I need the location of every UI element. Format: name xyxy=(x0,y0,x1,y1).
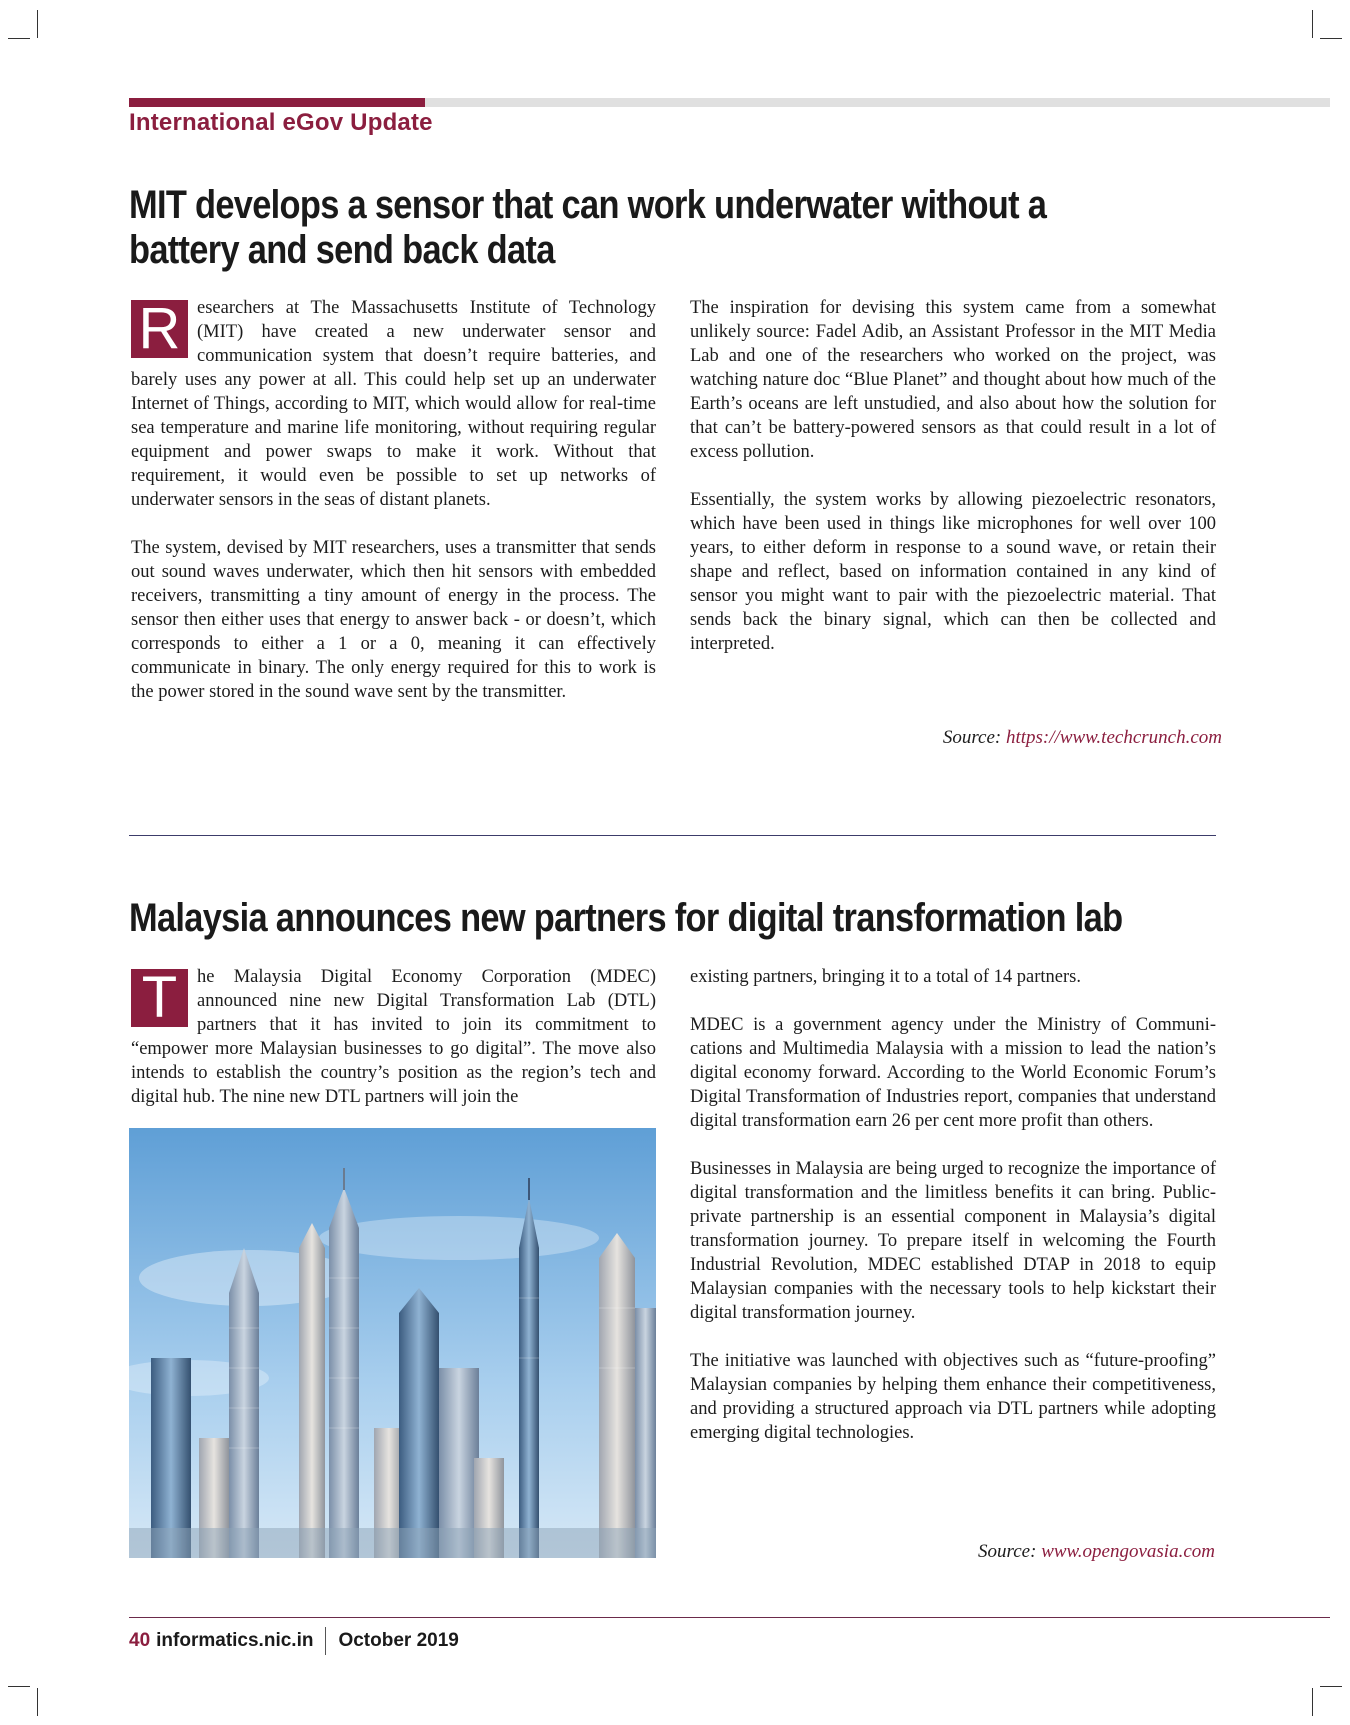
source-link[interactable]: https://www.techcrunch.com xyxy=(1005,727,1222,748)
crop-mark xyxy=(37,10,38,38)
skyline-image xyxy=(129,1128,656,1558)
paragraph-text: he Malaysia Digital Economy Corporation (MDEC) announced nine new Digital Transformation Lab (DTL) partners that it has invited to join its commitment to “empower more Malaysian businesses to go digital”. The move also intends to establish the country’s position as the region’s tech and digital hub. The nine new DTL partners will join the xyxy=(131,967,656,1107)
article-source xyxy=(943,727,1222,749)
article-headline: Malaysia announces new partners for digital transformation lab xyxy=(129,896,1123,940)
article-column-left xyxy=(131,965,656,1133)
crop-mark xyxy=(1320,1686,1342,1687)
city-skyline-photo xyxy=(129,1128,656,1558)
article-divider xyxy=(129,835,1216,836)
paragraph-text: esearchers at The Massachusetts Institute of Technology (MIT) have created a new underwater sensor and communication system that doesn’t require batteries, and barely uses any power at all. This could help set up an underwater Internet of Things, according to MIT, which would allow for real-time sea temperature and marine life monitoring, without requiring regular equipment and power swaps to make it work. Without that requirement, it would even be possible to set up networks of underwater sensors in the seas of distant planets. xyxy=(131,298,656,510)
article-column-right xyxy=(690,296,1216,680)
drop-cap: R xyxy=(131,300,188,358)
crop-mark xyxy=(8,1686,30,1687)
crop-mark xyxy=(1312,10,1313,38)
section-bar-accent xyxy=(129,98,425,107)
source-label: Source: xyxy=(978,1541,1037,1562)
crop-mark xyxy=(8,38,30,39)
article-paragraph: existing partners, bringing it to a total of 14 partners. xyxy=(690,967,1081,987)
crop-mark xyxy=(37,1688,38,1716)
source-link[interactable]: www.opengovasia.com xyxy=(1041,1541,1215,1562)
crop-mark xyxy=(1320,38,1342,39)
article-paragraph: Businesses in Malaysia are being urged to recognize the importance of digital transformation and the limitless benefits it can bring. Public-private partnership is an essential component in Malaysia’s digital transformation journey. To prepare itself in welcoming the Fourth Industrial Revolution, MDEC established DTAP in 2018 to equip Malaysian companies with the necessary tools to help kickstart their digital transformation journey. xyxy=(690,1159,1216,1323)
article-paragraph: MDEC is a government agency under the Ministry of Communications and Multimedia Malaysia with a mission to lead the nation’s digital economy forward. According to the World Economic Forum’s Digital Transformation of Industries report, companies that understand digital transformation earn 26 per cent more profit than others. xyxy=(690,1015,1216,1131)
footer-rule xyxy=(129,1617,1330,1618)
page-number: 40 xyxy=(129,1630,151,1652)
drop-cap: T xyxy=(131,969,188,1027)
page-footer xyxy=(129,1627,459,1655)
article-paragraph: The system, devised by MIT researchers, uses a transmitter that sends out sound waves underwater, which then hit sensors with embedded receivers, transmitting a tiny amount of energy in the process. The sensor then either uses that energy to answer back - or doesn’t, which corresponds to either a 1 or a 0, meaning it can effectively communicate in binary. The only energy required for this to work is the power stored in the sound wave sent by the transmitter. xyxy=(131,538,656,702)
crop-mark xyxy=(1312,1688,1313,1716)
article-paragraph: The initiative was launched with objectives such as “future-proofing” Malaysian companies by helping them enhance their competitiveness, and providing a structured approach via DTL partners while adopting emerging digital technologies. xyxy=(690,1351,1216,1443)
footer-site: informatics.nic.in xyxy=(156,1630,314,1652)
article-paragraph xyxy=(131,965,656,1109)
article-paragraph xyxy=(131,296,656,512)
source-label: Source: xyxy=(942,727,1002,748)
section-label: International eGov Update xyxy=(129,109,433,136)
section-bar xyxy=(425,98,1330,107)
article-column-left xyxy=(131,296,656,728)
article-source xyxy=(978,1541,1215,1563)
footer-date: October 2019 xyxy=(338,1630,459,1652)
article-column-right xyxy=(690,965,1216,1469)
article-paragraph: Essentially, the system works by allowing piezoelectric resonators, which have been used in things like microphones for well over 100 years, to either deform in response to a sound wave, or retain their shape and reflect, based on information contained in any kind of sensor you might want to pair with the piezoelectric material. That sends back the binary signal, which can then be collected and interpreted. xyxy=(690,490,1216,654)
article-headline: MIT develops a sensor that can work underwater without a battery and send back data xyxy=(129,183,1047,272)
footer-separator xyxy=(325,1627,326,1655)
article-paragraph: The inspiration for devising this system came from a somewhat unlikely source: Fadel Adib, an Assistant Professor in the MIT Media Lab and one of the researchers who worked on the project, was watching nature doc “Blue Planet” and thought about how much of the Earth’s oceans are left unstudied, and also about how the solution for that can’t be battery-powered sensors as that could result in a lot of excess pollution. xyxy=(690,298,1216,462)
